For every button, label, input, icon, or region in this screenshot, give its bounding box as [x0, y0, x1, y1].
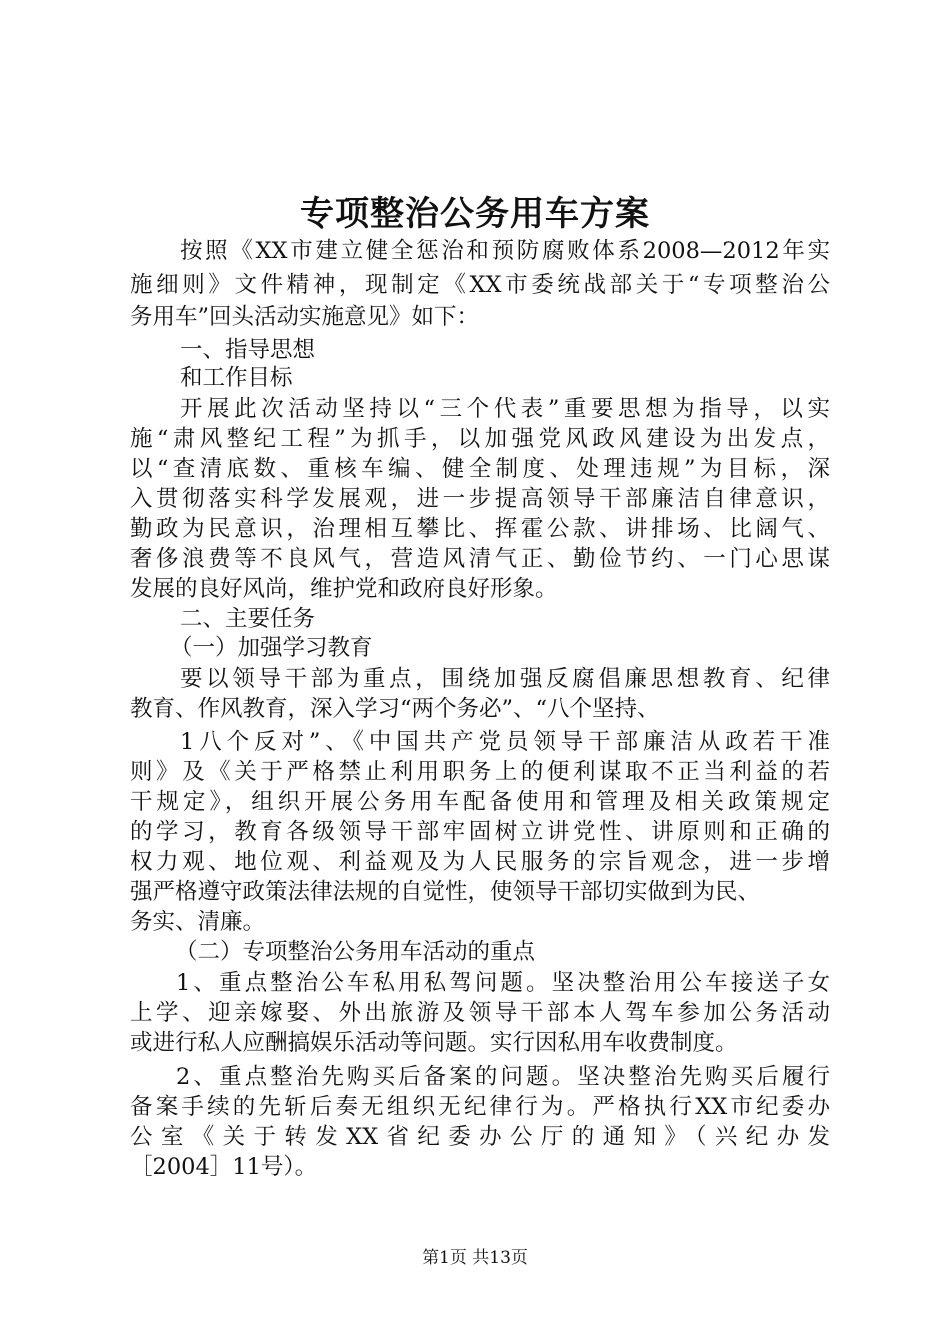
subsection-heading: （一）加强学习教育	[170, 635, 373, 661]
section-heading: 二、主要任务	[180, 606, 316, 632]
text-line: 务用车”回头活动实施意见》如下：	[130, 304, 480, 330]
text-line: ［2004］11号）。	[130, 1154, 318, 1180]
text-line: 奢侈浪费等不良风气，营造风清气正、勤俭节约、一门心思谋	[130, 546, 830, 572]
text-line: 或进行私人应酬搞娱乐活动等问题。实行因私用车收费制度。	[130, 1030, 738, 1056]
text-line: 备案手续的先斩后奏无组织无纪律行为。严格执行XX市纪委办	[130, 1094, 830, 1120]
subsection-heading: （二）专项整治公务用车活动的重点	[175, 939, 536, 965]
text-line: 施细则》文件精神，现制定《XX市委统战部关于“专项整治公	[130, 272, 830, 298]
text-line: 1、重点整治公车私用私驾问题。坚决整治用公车接送子女	[176, 970, 830, 996]
text-line: 1八个反对”、《中国共产党员领导干部廉洁从政若干准	[180, 729, 830, 755]
text-line: 2、重点整治先购买后备案的问题。坚决整治先购买后履行	[176, 1064, 830, 1090]
text-line: 强严格遵守政策法律法规的自觉性，使领导干部切实做到为民、	[130, 879, 761, 905]
section-heading: 一、指导思想	[180, 337, 316, 363]
page-number: 第1页 共13页	[422, 1248, 528, 1268]
text-line: 入贯彻落实科学发展观，进一步提高领导干部廉洁自律意识，	[130, 486, 830, 512]
section-heading: 和工作目标	[180, 365, 293, 391]
text-line: 的学习，教育各级领导干部牢固树立讲党性、讲原则和正确的	[130, 819, 830, 845]
text-line: 上学、迎亲嫁娶、外出旅游及领导干部本人驾车参加公务活动	[130, 1000, 830, 1026]
text-line: 务实、清廉。	[130, 909, 266, 935]
text-line: 则》及《关于严格禁止利用职务上的便利谋取不正当利益的若	[130, 759, 830, 785]
text-line: 干规定》，组织开展公务用车配备使用和管理及相关政策规定	[130, 789, 830, 815]
text-line: 按照《XX市建立健全惩治和预防腐败体系2008—2012年实	[180, 238, 830, 264]
text-line: 勤政为民意识，治理相互攀比、挥霍公款、讲排场、比阔气、	[130, 516, 830, 542]
document-title: 专项整治公务用车方案	[300, 194, 650, 234]
text-line: 公室《关于转发XX省纪委办公厅的通知》（兴纪办发	[130, 1124, 830, 1150]
text-line: 施“肃风整纪工程”为抓手，以加强党风政风建设为出发点，	[130, 426, 830, 452]
text-line: 要以领导干部为重点，围绕加强反腐倡廉思想教育、纪律	[180, 666, 830, 692]
text-line: 开展此次活动坚持以“三个代表”重要思想为指导，以实	[180, 396, 830, 422]
text-line: 发展的良好风尚，维护党和政府良好形象。	[130, 576, 558, 602]
text-line: 权力观、地位观、利益观及为人民服务的宗旨观念，进一步增	[130, 849, 830, 875]
text-line: 以“查清底数、重核车编、健全制度、处理违规”为目标，深	[130, 456, 830, 482]
text-line: 教育、作风教育，深入学习“两个务必”、“八个坚持、	[130, 696, 660, 722]
